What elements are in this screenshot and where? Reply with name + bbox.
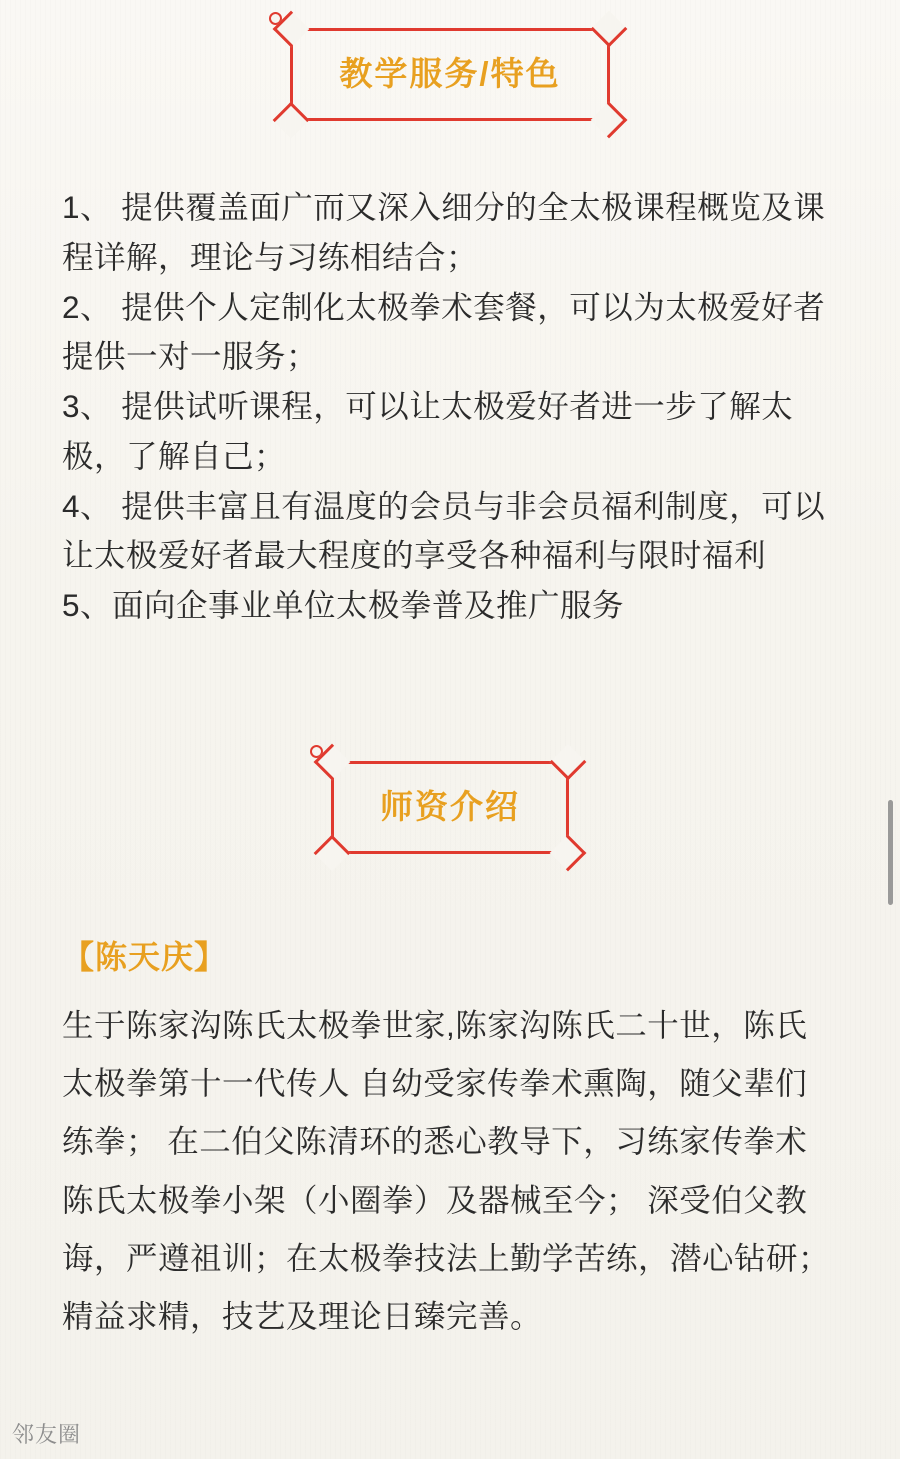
- teacher-biography: 生于陈家沟陈氏太极拳世家,陈家沟陈氏二十世，陈氏太极拳第十一代传人 自幼受家传拳术熏陶，随父辈们练拳； 在二伯父陈清环的悉心教导下，习练家传拳术陈氏太极拳小架（小圈拳）及器械至今； 深受伯父教诲，严遵祖训；在太极拳技法上勤学苦练，潜心钻研； 精益求精，技艺及理论日臻完善。: [62, 1006, 831, 1335]
- section-title-faculty-intro: [0, 761, 900, 854]
- badge-frame: [331, 761, 569, 854]
- badge-label: 教学服务/特色: [339, 55, 561, 92]
- list-item: 4、 提供丰富且有温度的会员与非会员福利制度，可以让太极爱好者最大程度的享受各种福利与限时福利: [62, 487, 826, 574]
- watermark-label: 邻友圈: [12, 1422, 82, 1447]
- list-item: 1、 提供覆盖面广而又深入细分的全太极课程概览及课程详解，理论与习练相结合；: [62, 189, 826, 275]
- teaching-service-list: [0, 183, 900, 631]
- badge-label: 师资介绍: [380, 787, 520, 825]
- list-item: 5、面向企事业单位太极拳普及推广服务: [62, 587, 625, 624]
- list-item: 3、 提供试听课程，可以让太极爱好者进一步了解太极，了解自己；: [62, 388, 794, 474]
- teacher-name: 【陈天庆】: [62, 938, 228, 975]
- vertical-scrollbar[interactable]: [888, 800, 893, 905]
- badge-frame: [290, 28, 609, 121]
- list-item: 2、 提供个人定制化太极拳术套餐，可以为太极爱好者提供一对一服务；: [62, 288, 826, 375]
- section-title-teaching-service: [0, 28, 900, 121]
